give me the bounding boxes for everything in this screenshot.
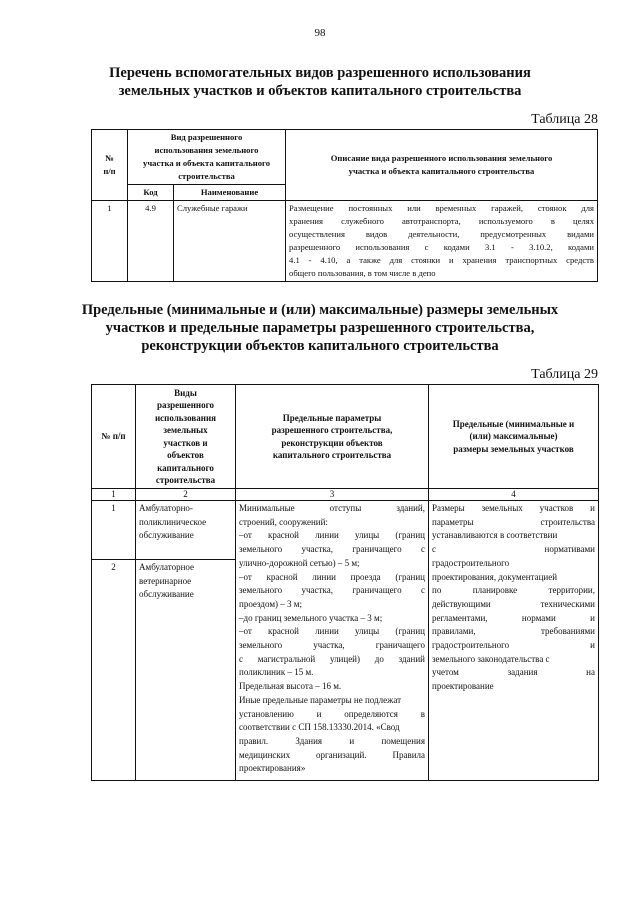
row-num: 1 bbox=[92, 201, 128, 282]
heading-line: земельных участков и объектов капитального строительства bbox=[118, 83, 522, 99]
table-row bbox=[92, 501, 599, 560]
col-number: 1 bbox=[92, 489, 136, 501]
section2-heading bbox=[60, 301, 580, 355]
row-type: Амбулаторно- поликлиническое обслуживание bbox=[136, 501, 236, 560]
header-params: Предельные параметры разрешенного строительства, реконструкции объектов капитального строительства bbox=[236, 385, 429, 489]
col-number: 2 bbox=[136, 489, 236, 501]
table28-caption: Таблица 28 bbox=[531, 112, 598, 127]
section1-heading bbox=[60, 64, 580, 100]
header-type: Вид разрешенного использования земельного участка и объекта капитального строительства bbox=[128, 130, 286, 185]
header-sizes: Предельные (минимальные и (или) максимальные) размеры земельных участков bbox=[429, 385, 599, 489]
table-29 bbox=[91, 384, 599, 781]
header-description: Описание вида разрешенного использования земельного участка и объекта капитального строительства bbox=[286, 130, 598, 201]
sizes-cell: Размеры земельных участков и параметры строительства устанавливаются в соответствии с нормативами градостроительного проектирования, документацией по планировке территории, действующими техническими регламентами, нормами и правилами, требованиями градостроительного и земельного законодательства с учетом задания на проектирование bbox=[429, 501, 599, 781]
table29-caption: Таблица 29 bbox=[531, 367, 598, 382]
table-28 bbox=[91, 129, 598, 282]
row-num: 1 bbox=[92, 501, 136, 560]
col-number: 3 bbox=[236, 489, 429, 501]
header-code: Код bbox=[128, 185, 174, 201]
header-num: № п/п bbox=[92, 130, 128, 201]
column-numbers-row bbox=[92, 489, 599, 501]
row-type: Амбулаторное ветеринарное обслуживание bbox=[136, 560, 236, 781]
header-type: Виды разрешенного использования земельных участков и объектов капитального строительства bbox=[136, 385, 236, 489]
heading-line: Предельные (минимальные и (или) максимальные) размеры земельных bbox=[81, 302, 559, 318]
heading-line: Перечень вспомогательных видов разрешенного использования bbox=[109, 65, 531, 81]
row-num: 2 bbox=[92, 560, 136, 781]
header-num: № п/п bbox=[92, 385, 136, 489]
heading-line: реконструкции объектов капитального строительства bbox=[141, 338, 499, 354]
params-cell: Минимальные отступы зданий, строений, сооружений: –от красной линии улицы (границ земельного участка, граничащего с улично-дорожной сетью) – 5 м; –от красной линии проезда (границ земельного участка, граничащего с проездом) – 3 м; –до границ земельного участка – 3 м; –от красной линии улицы (границ земельного участка, граничащего с магистральной улицей) до зданий поликлиник – 15 м. Предельная высота – 16 м. Иные предельные параметры не подлежат установлению и определяются в соответствии с СП 158.13330.2014. «Свод правил. Здания и помещения медицинских организаций. Правила проектирования» bbox=[236, 501, 429, 781]
header-name: Наименование bbox=[174, 185, 286, 201]
heading-line: участков и предельные параметры разрешенного строительства, bbox=[105, 320, 535, 336]
row-description: Размещение постоянных или временных гаражей, стоянок для хранения служебного автотранспорта, используемого в целях осуществления видов деятельности, предусмотренных видами разрешенного использования с кодами 3.1 - 3.10.2, кодами 4.1 - 4.10, а также для стоянки и хранения транспортных средств общего пользования, в том числе в депо bbox=[286, 201, 598, 282]
row-name: Служебные гаражи bbox=[174, 201, 286, 282]
page-number: 98 bbox=[314, 27, 326, 39]
table-row bbox=[92, 201, 598, 282]
row-code: 4.9 bbox=[128, 201, 174, 282]
col-number: 4 bbox=[429, 489, 599, 501]
